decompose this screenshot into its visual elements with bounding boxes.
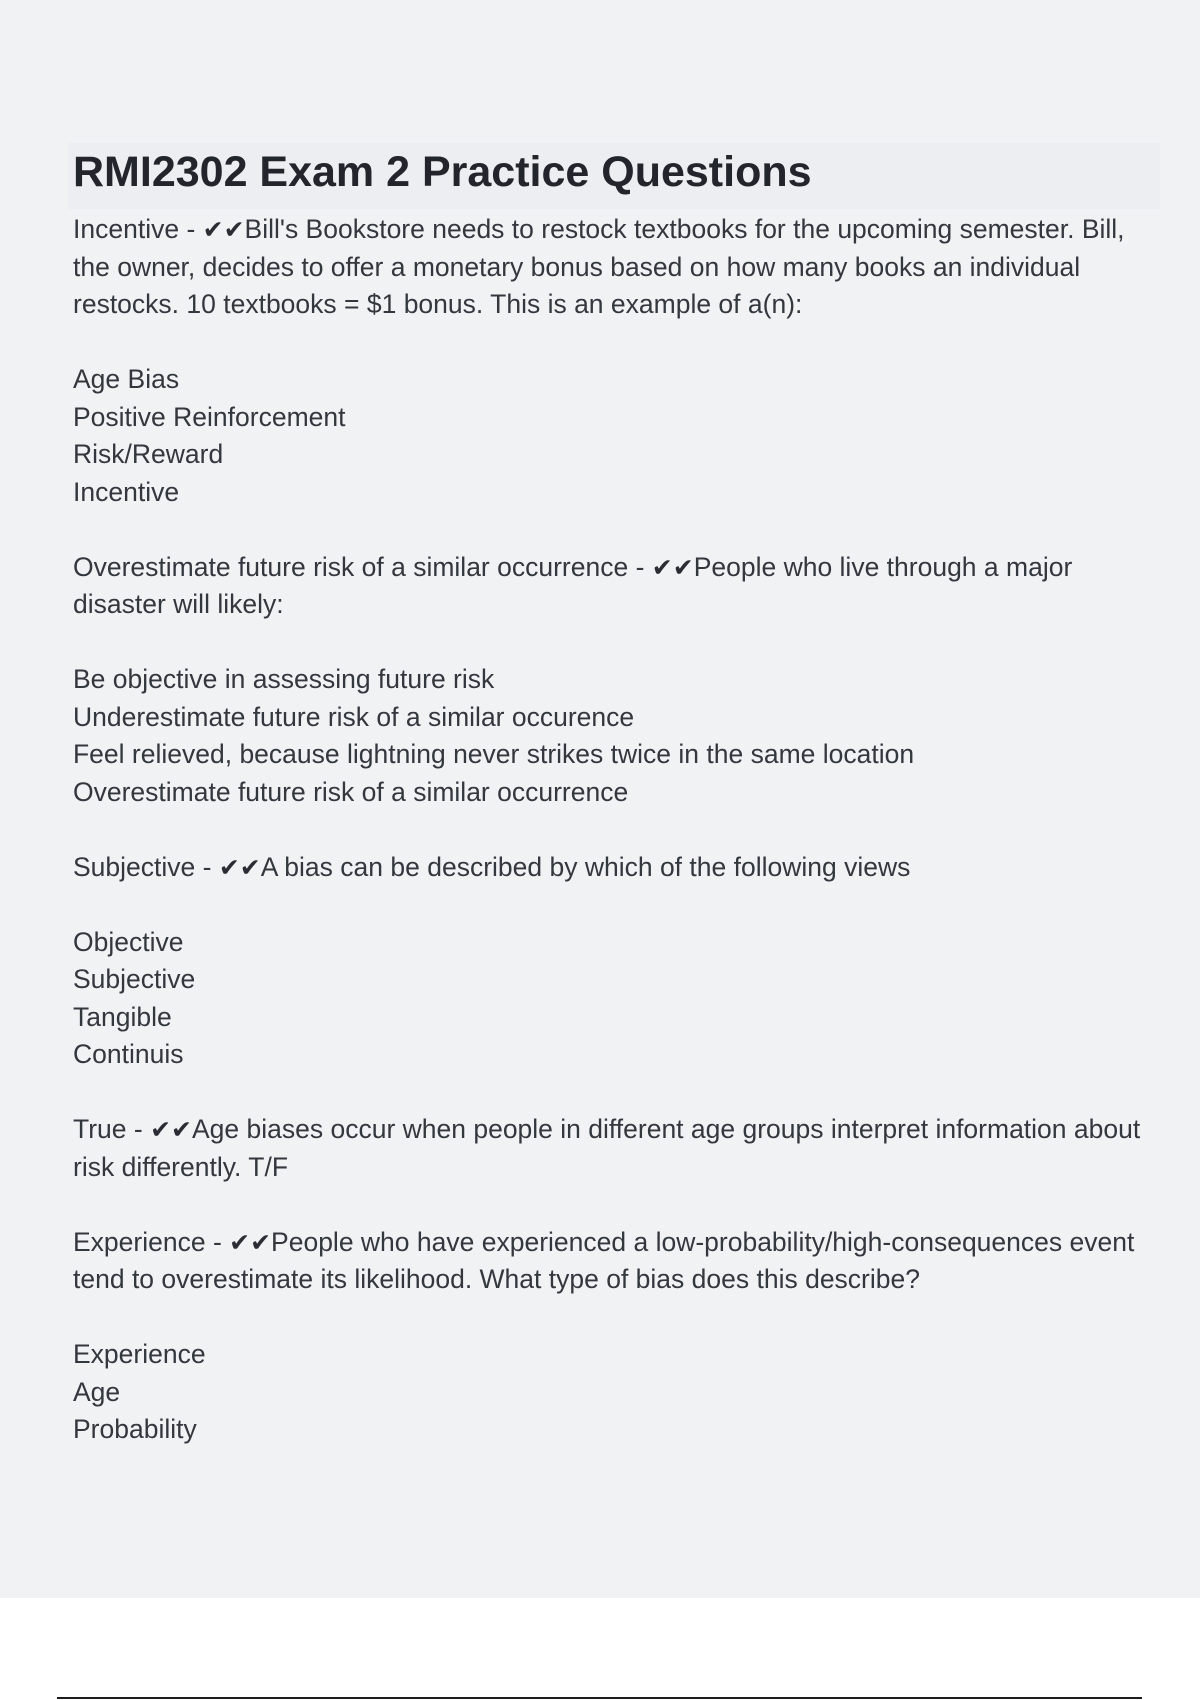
option-item: Positive Reinforcement xyxy=(73,401,346,432)
option-item: Feel relieved, because lightning never strikes twice in the same location xyxy=(73,739,915,769)
question-2-answer: Overestimate future risk of a similar occurrence xyxy=(73,551,629,582)
check-mark-icon: ✔✔ xyxy=(150,1115,192,1144)
question-2-prompt: People who live through a major disaster will likely: xyxy=(73,551,1073,619)
option-item: Risk/Reward xyxy=(73,439,224,469)
check-mark-icon: ✔✔ xyxy=(218,852,261,882)
question-2-options xyxy=(73,661,1163,811)
check-mark-icon: ✔✔ xyxy=(651,552,694,582)
question-1-answer: Incentive xyxy=(73,214,180,244)
question-3-prompt: A bias can be described by which of the following views xyxy=(260,851,911,882)
questions-list xyxy=(73,211,1163,1486)
question-4 xyxy=(73,1111,1163,1186)
option-item: Subjective xyxy=(73,964,196,994)
question-5-options xyxy=(73,1336,1163,1449)
option-item: Age Bias xyxy=(73,364,180,394)
question-3-separator: - xyxy=(195,851,219,882)
question-1-options xyxy=(73,361,1163,511)
check-mark-icon: ✔✔ xyxy=(202,215,245,244)
option-item: Objective xyxy=(73,926,184,957)
question-3 xyxy=(73,849,1163,887)
question-2-separator: - xyxy=(628,551,652,582)
footer-divider xyxy=(57,1697,1142,1699)
question-4-prompt: Age biases occur when people in different age groups interpret information about risk differently. T/F xyxy=(73,1114,1141,1182)
option-item: Probability xyxy=(73,1414,197,1444)
question-3-options xyxy=(73,924,1163,1074)
question-5-separator: - xyxy=(205,1226,230,1257)
question-1-prompt: Bill's Bookstore needs to restock textbooks for the upcoming semester. Bill, the owner, decides to offer a monetary bonus based on how many books an individual restocks. 10 textbooks = $1 bonus. This is an example of a(n): xyxy=(73,214,1125,319)
question-2 xyxy=(73,549,1163,624)
option-item: Continuis xyxy=(73,1039,184,1069)
question-4-answer: True xyxy=(73,1114,127,1144)
question-1 xyxy=(73,211,1163,324)
option-item: Overestimate future risk of a similar occurrence xyxy=(73,776,629,807)
document-title: RMI2302 Exam 2 Practice Questions xyxy=(73,148,812,196)
question-4-separator: - xyxy=(126,1114,151,1144)
question-1-separator: - xyxy=(179,214,203,244)
option-item: Incentive xyxy=(73,476,180,507)
option-item: Experience xyxy=(73,1339,206,1369)
question-5-prompt: People who have experienced a low-probability/high-consequences event tend to overestimate its likelihood. What type of bias does this describe? xyxy=(73,1226,1135,1294)
option-item: Be objective in assessing future risk xyxy=(73,664,495,694)
option-item: Age xyxy=(73,1376,121,1407)
question-5 xyxy=(73,1224,1163,1299)
question-3-answer: Subjective xyxy=(73,851,196,882)
question-5-answer: Experience xyxy=(73,1226,206,1257)
option-item: Tangible xyxy=(73,1001,172,1032)
check-mark-icon: ✔✔ xyxy=(229,1227,272,1257)
option-item: Underestimate future risk of a similar occurence xyxy=(73,701,635,732)
